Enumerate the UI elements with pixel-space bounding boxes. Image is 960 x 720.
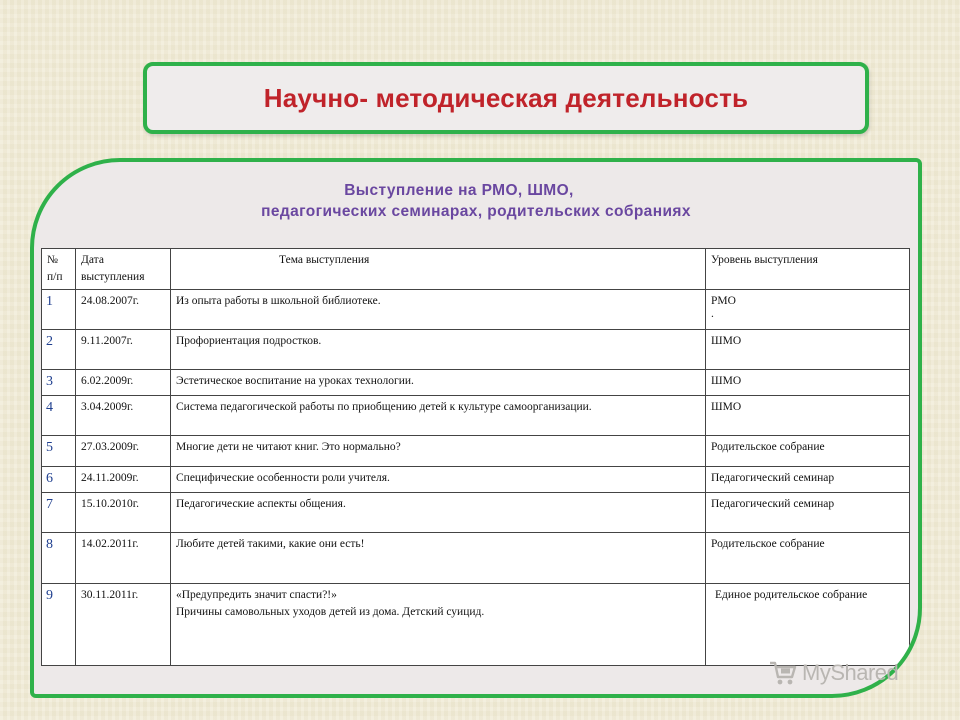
table-row bbox=[42, 436, 910, 467]
row-date: 9.11.2007г. bbox=[76, 330, 171, 370]
presentations-table bbox=[41, 248, 910, 666]
row-num: 3 bbox=[42, 370, 76, 396]
row-date: 24.08.2007г. bbox=[76, 290, 171, 330]
table-row bbox=[42, 290, 910, 330]
table-row bbox=[42, 370, 910, 396]
row-theme: Педагогические аспекты общения. bbox=[171, 493, 706, 533]
table-row bbox=[42, 584, 910, 666]
row-level: ШМО bbox=[706, 396, 910, 436]
row-date: 15.10.2010г. bbox=[76, 493, 171, 533]
subtitle bbox=[34, 180, 918, 222]
table-row bbox=[42, 533, 910, 584]
row-date: 6.02.2009г. bbox=[76, 370, 171, 396]
table-row bbox=[42, 396, 910, 436]
subtitle-line-1: Выступление на РМО, ШМО, bbox=[344, 182, 574, 199]
row-level: ШМО bbox=[706, 370, 910, 396]
row-num: 5 bbox=[42, 436, 76, 467]
row-theme: Из опыта работы в школьной библиотеке. bbox=[171, 290, 706, 330]
row-level: Педагогический семинар bbox=[706, 467, 910, 493]
table-row bbox=[42, 330, 910, 370]
page-title: Научно- методическая деятельность bbox=[263, 82, 749, 113]
row-num: 4 bbox=[42, 396, 76, 436]
row-level-text: РМО bbox=[711, 295, 736, 307]
row-level: Родительское собрание bbox=[706, 436, 910, 467]
title-box bbox=[143, 62, 869, 134]
row-num: 9 bbox=[42, 584, 76, 666]
row-level: Педагогический семинар bbox=[706, 493, 910, 533]
content-panel bbox=[30, 158, 922, 698]
row-theme bbox=[171, 584, 706, 666]
row-level-text: Единое родительское собрание bbox=[715, 589, 868, 601]
row-theme-line-1: «Предупредить значит спасти?!» bbox=[176, 589, 337, 601]
row-theme: Любите детей такими, какие они есть! bbox=[171, 533, 706, 584]
watermark-logo bbox=[768, 656, 898, 690]
row-level: Родительское собрание bbox=[706, 533, 910, 584]
watermark-text: MyShared bbox=[802, 660, 899, 685]
row-date: 30.11.2011г. bbox=[76, 584, 171, 666]
row-num: 1 bbox=[42, 290, 76, 330]
row-num: 8 bbox=[42, 533, 76, 584]
row-level: ШМО bbox=[706, 330, 910, 370]
header-theme: Тема выступления bbox=[171, 249, 706, 290]
header-num: № п/п bbox=[42, 249, 76, 290]
row-date: 24.11.2009г. bbox=[76, 467, 171, 493]
row-level bbox=[706, 290, 910, 330]
row-level bbox=[706, 584, 910, 666]
row-theme: Эстетическое воспитание на уроках технологии. bbox=[171, 370, 706, 396]
row-theme: Система педагогической работы по приобщению детей к культуре самоорганизации. bbox=[171, 396, 706, 436]
table-header-row bbox=[42, 249, 910, 290]
header-level: Уровень выступления bbox=[706, 249, 910, 290]
row-theme-line-2: Причины самовольных уходов детей из дома. Детский суицид. bbox=[176, 606, 485, 618]
cart-icon bbox=[768, 659, 798, 687]
row-num: 7 bbox=[42, 493, 76, 533]
row-num: 6 bbox=[42, 467, 76, 493]
row-num: 2 bbox=[42, 330, 76, 370]
subtitle-line-2: педагогических семинарах, родительских собраниях bbox=[261, 203, 691, 220]
row-date: 14.02.2011г. bbox=[76, 533, 171, 584]
header-date: Дата выступления bbox=[76, 249, 171, 290]
row-theme: Многие дети не читают книг. Это нормально? bbox=[171, 436, 706, 467]
row-level-extra: . bbox=[711, 308, 714, 320]
table-row bbox=[42, 467, 910, 493]
row-theme: Профориентация подростков. bbox=[171, 330, 706, 370]
row-theme: Специфические особенности роли учителя. bbox=[171, 467, 706, 493]
row-date: 3.04.2009г. bbox=[76, 396, 171, 436]
table-row bbox=[42, 493, 910, 533]
row-date: 27.03.2009г. bbox=[76, 436, 171, 467]
